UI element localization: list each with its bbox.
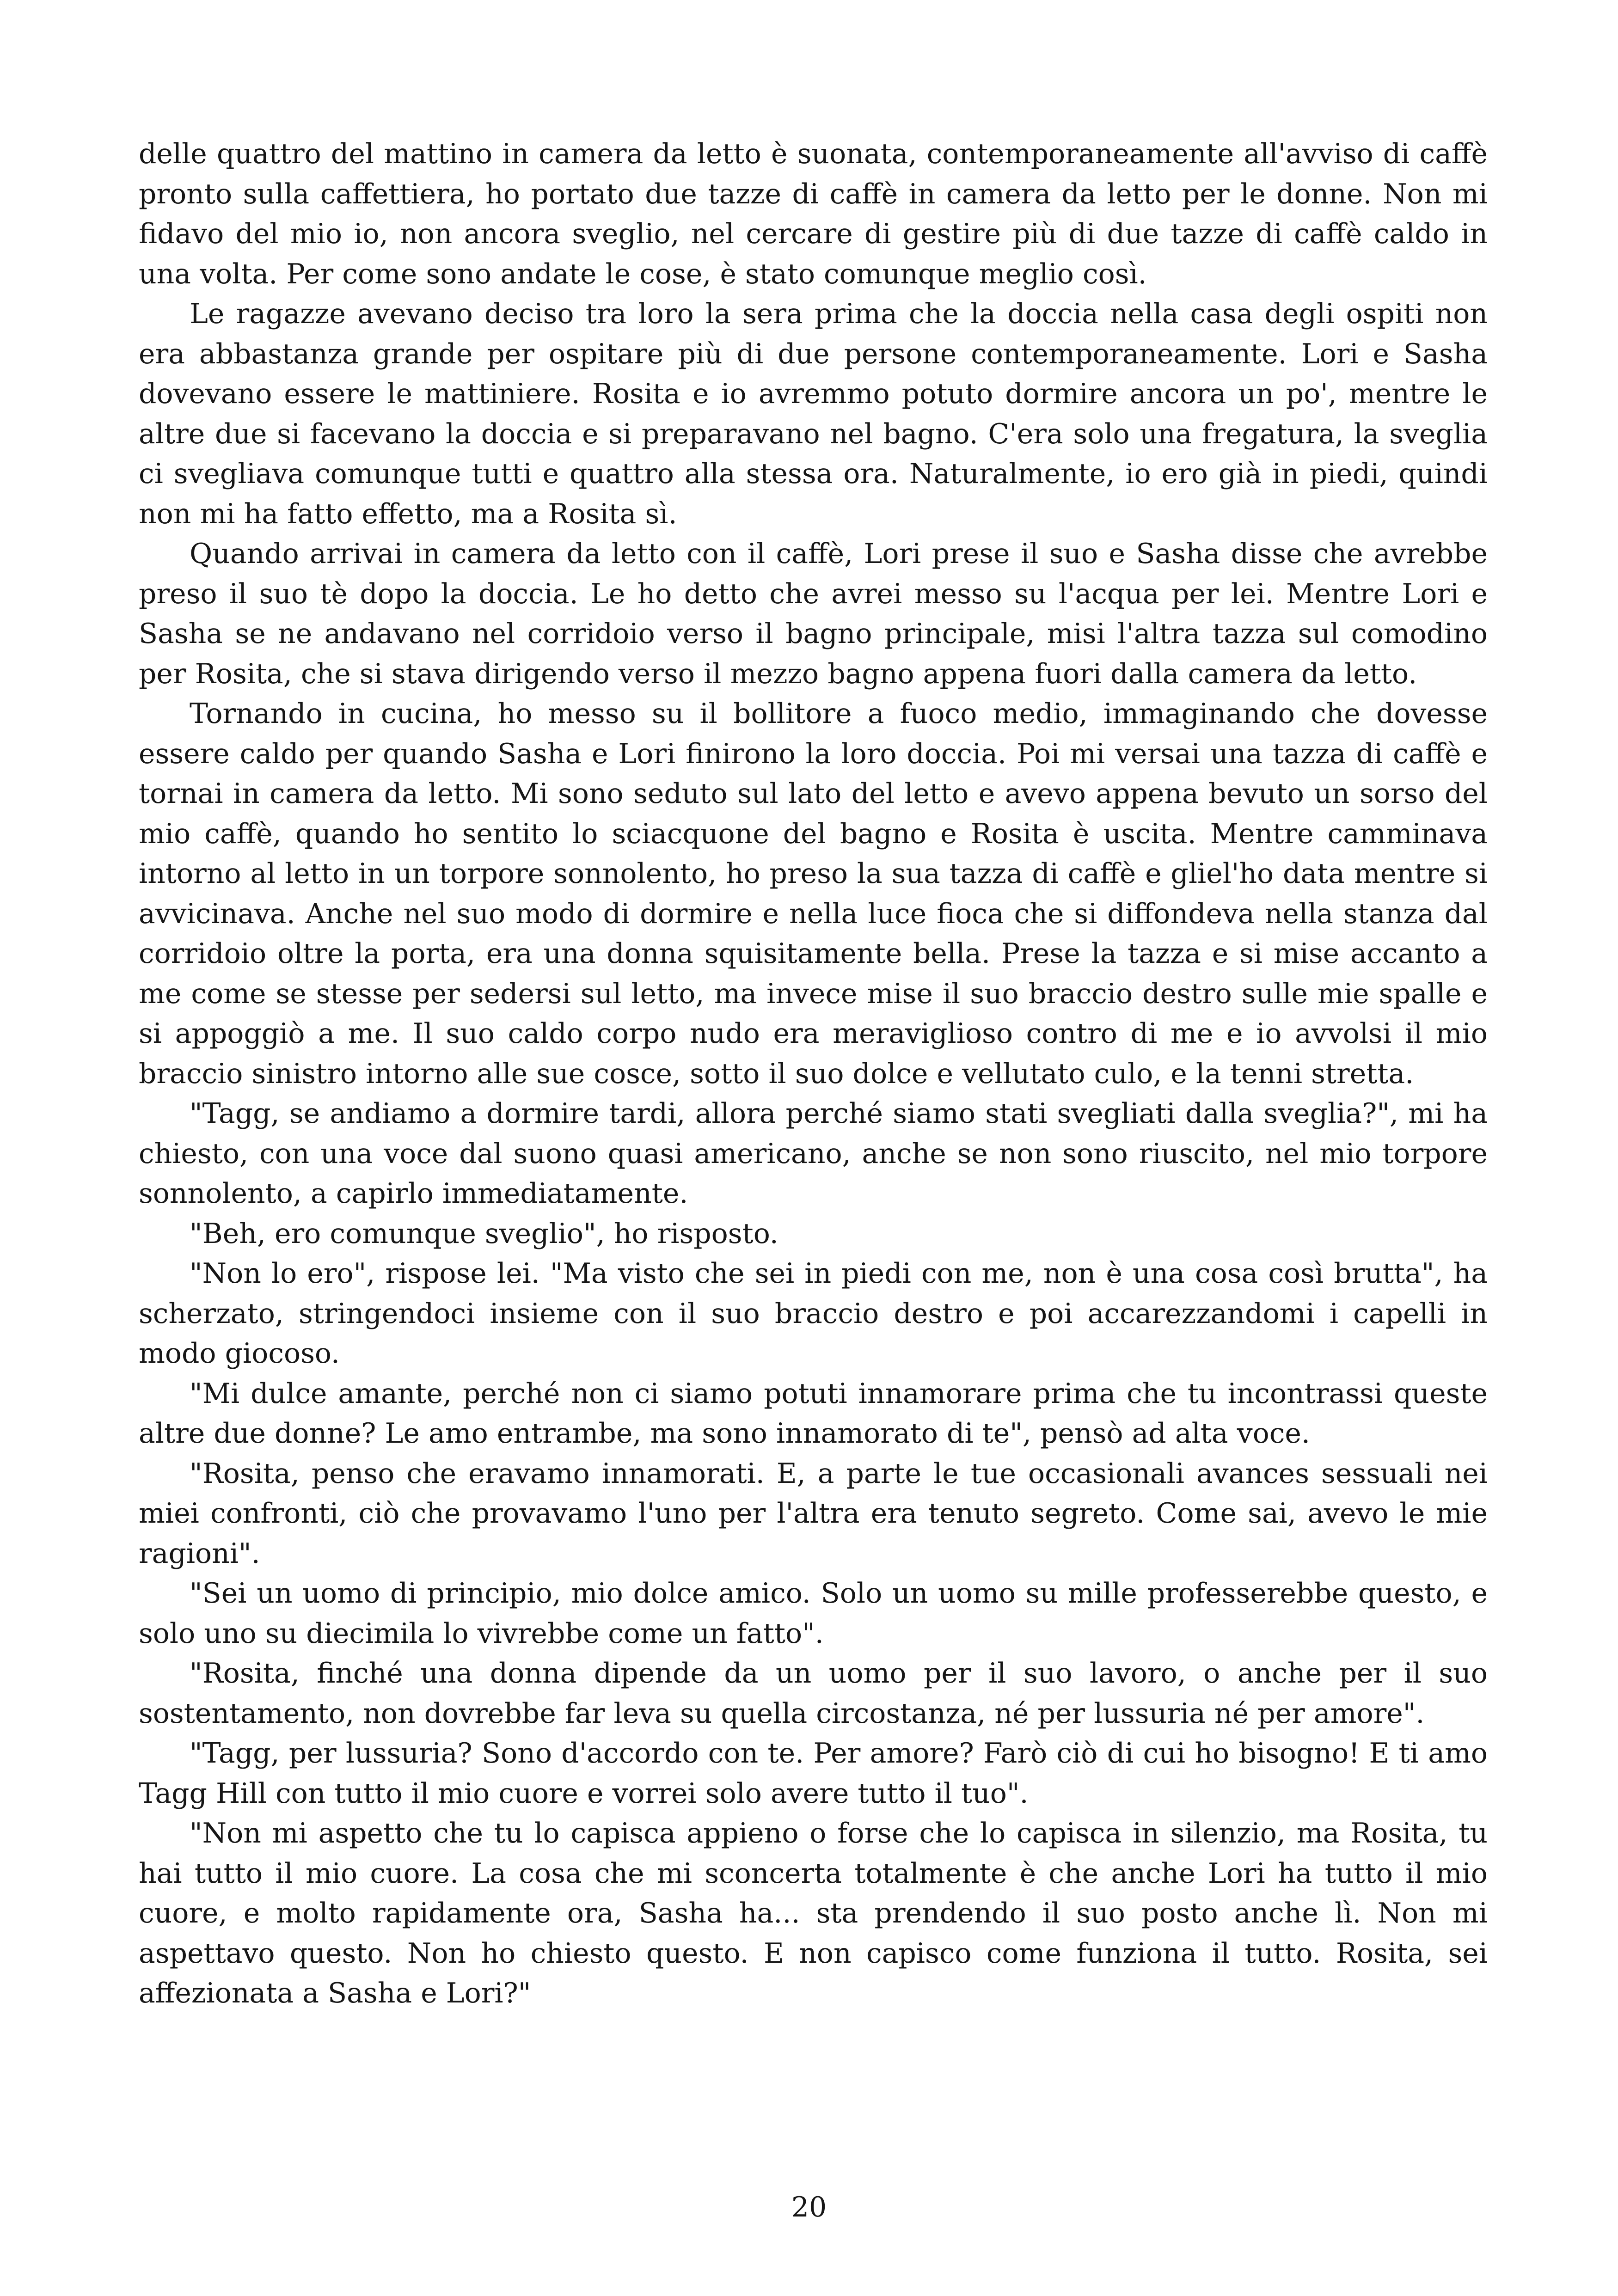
paragraph-13: "Non mi aspetto che tu lo capisca appieno o forse che lo capisca in silenzio, ma Rosita, tu hai tutto il mio cuore. La cosa che mi sconcerta totalmente è che anche Lori ha tutto il mio cuore, e molto rapidamente ora, Sasha ha... sta prendendo il suo posto anche lì. Non mi aspettavo questo. Non ho chiesto questo. E non capisco come funziona il tutto. Rosita, sei affezionata a Sasha e Lori?"	[139, 1817, 1488, 2009]
paragraph-4: Tornando in cucina, ho messo su il bollitore a fuoco medio, immaginando che dovesse essere caldo per quando Sasha e Lori finirono la loro doccia. Poi mi versai una tazza di caffè e tornai in camera da letto. Mi sono seduto sul lato del letto e avevo appena bevuto un sorso del mio caffè, quando ho sentito lo sciacquone del bagno e Rosita è uscita. Mentre camminava intorno al letto in un torpore sonnolento, ho preso la sua tazza di caffè e gliel'ho data mentre si avvicinava. Anche nel suo modo di dormire e nella luce fioca che si diffondeva nella stanza dal corridoio oltre la porta, era una donna squisitamente bella. Prese la tazza e si mise accanto a me come se stesse per sedersi sul letto, ma invece mise il suo braccio destro sulle mie spalle e si appoggiò a me. Il suo caldo corpo nudo era meraviglioso contro di me e io avvolsi il mio braccio sinistro intorno alle sue cosce, sotto il suo dolce e vellutato culo, e la tenni stretta.	[139, 698, 1488, 1090]
paragraph-6: "Beh, ero comunque sveglio", ho risposto.	[190, 1217, 778, 1250]
paragraph-3: Quando arrivai in camera da letto con il caffè, Lori prese il suo e Sasha disse che avrebbe preso il suo tè dopo la doccia. Le ho detto che avrei messo su l'acqua per lei. Mentre Lori e Sasha se ne andavano nel corridoio verso il bagno principale, misi l'altra tazza sul comodino per Rosita, che si stava dirigendo verso il mezzo bagno appena fuori dalla camera da letto.	[139, 538, 1488, 690]
page-number: 20	[791, 2191, 827, 2223]
paragraph-10: "Sei un uomo di principio, mio dolce amico. Solo un uomo su mille professerebbe questo, e solo uno su diecimila lo vivrebbe come un fatto".	[139, 1577, 1488, 1650]
paragraph-9: "Rosita, penso che eravamo innamorati. E, a parte le tue occasionali avances sessuali nei miei confronti, ciò che provavamo l'uno per l'altra era tenuto segreto. Come sai, avevo le mie ragioni".	[139, 1457, 1488, 1570]
paragraph-2: Le ragazze avevano deciso tra loro la sera prima che la doccia nella casa degli ospiti non era abbastanza grande per ospitare più di due persone contemporaneamente. Lori e Sasha dovevano essere le mattiniere. Rosita e io avremmo potuto dormire ancora un po', mentre le altre due si facevano la doccia e si preparavano nel bagno. C'era solo una fregatura, la sveglia ci svegliava comunque tutti e quattro alla stessa ora. Naturalmente, io ero già in piedi, quindi non mi ha fatto effetto, ma a Rosita sì.	[139, 298, 1488, 530]
paragraph-5: "Tagg, se andiamo a dormire tardi, allora perché siamo stati svegliati dalla sveglia?", mi ha chiesto, con una voce dal suono quasi americano, anche se non sono riuscito, nel mio torpore sonnolento, a capirlo immediatamente.	[139, 1097, 1488, 1210]
paragraph-7: "Non lo ero", rispose lei. "Ma visto che sei in piedi con me, non è una cosa così brutta", ha scherzato, stringendoci insieme con il suo braccio destro e poi accarezzandomi i capelli in modo giocoso.	[139, 1257, 1488, 1370]
paragraph-8: "Mi dulce amante, perché non ci siamo potuti innamorare prima che tu incontrassi queste altre due donne? Le amo entrambe, ma sono innamorato di te", pensò ad alta voce.	[139, 1377, 1488, 1450]
paragraph-11: "Rosita, finché una donna dipende da un uomo per il suo lavoro, o anche per il suo sostentamento, non dovrebbe far leva su quella circostanza, né per lussuria né per amore".	[139, 1657, 1488, 1730]
page-body	[139, 134, 1488, 2014]
paragraph-1: delle quattro del mattino in camera da letto è suonata, contemporaneamente all'avviso di caffè pronto sulla caffettiera, ho portato due tazze di caffè in camera da letto per le donne. Non mi fidavo del mio io, non ancora sveglio, nel cercare di gestire più di due tazze di caffè caldo in una volta. Per come sono andate le cose, è stato comunque meglio così.	[139, 138, 1488, 290]
paragraph-12: "Tagg, per lussuria? Sono d'accordo con te. Per amore? Farò ciò di cui ho bisogno! E ti amo Tagg Hill con tutto il mio cuore e vorrei solo avere tutto il tuo".	[139, 1737, 1488, 1810]
